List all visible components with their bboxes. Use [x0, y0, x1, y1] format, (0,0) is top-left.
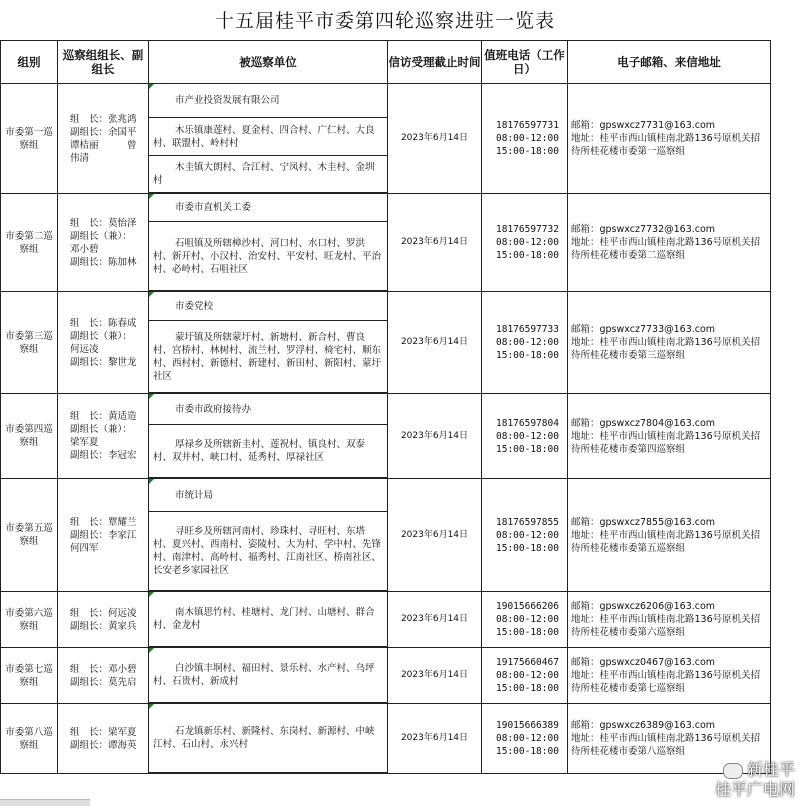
unit-text: 白沙镇丰垌村、福田村、景乐村、水产村、乌坪村、石贵村、新成村 — [153, 663, 375, 687]
unit-text: 石咀镇及所辖樟沙村、河口村、水口村、罗洪村、新开村、小汉村、治安村、平安村、旺龙村、平治村、必岭村、石咀社区 — [153, 237, 382, 275]
email-text: 邮箱：gpswxcz6206@163.com — [571, 601, 716, 612]
address-text: 地址：桂平市西山镇桂南北路136号原机关招待所桂花楼市委第四巡察组 — [571, 430, 761, 455]
phone-cell — [482, 592, 568, 648]
unit-item — [149, 194, 387, 222]
phone-cell — [482, 704, 568, 774]
deadline-cell: 2023年6月14日 — [388, 704, 482, 774]
header-group: 组别 — [1, 41, 58, 84]
unit-text: 蒙圩镇及所辖蒙圩村、新塘村、新合村、曹良村、宫桥村、林树村、流兰村、罗浮村、椅宅村、顺东村、西村村、新德村、新建村、新田村、新阳村、蒙圩社区 — [153, 331, 382, 382]
cell-comment-marker — [149, 292, 154, 297]
leader-line: 副组长（兼）： 何远凌 — [70, 330, 156, 355]
duty-hours: 08:00-12:00 — [496, 529, 559, 541]
email-text: 邮箱：gpswxcz0467@163.com — [571, 657, 716, 668]
duty-hours: 08:00-12:00 — [496, 614, 559, 625]
table-row — [1, 648, 771, 704]
table-row — [1, 84, 771, 194]
duty-hours: 08:00-12:00 — [496, 337, 559, 348]
duty-hours: 15:00-18:00 — [496, 250, 559, 261]
phone-number: 19175660467 — [496, 657, 559, 668]
deadline-cell: 2023年6月14日 — [388, 394, 482, 479]
leader-line: 副组长：陈加林 — [70, 256, 137, 268]
mail-cell — [568, 592, 771, 648]
group-name: 市委第八巡察组 — [5, 726, 53, 751]
address-text: 地址：桂平市西山镇桂南北路136号原机关招待所桂花楼市委第五巡察组 — [571, 529, 761, 554]
group-name: 市委第四巡察组 — [5, 424, 53, 448]
leader-line: 副组长（兼）： 梁军夏 — [70, 424, 156, 448]
units-cell — [149, 292, 388, 394]
phone-cell — [482, 648, 568, 704]
phone-cell — [482, 394, 568, 479]
sheet-tab-bar[interactable] — [0, 799, 90, 806]
mail-cell — [568, 648, 771, 704]
cell-comment-marker — [149, 592, 154, 597]
phone-number: 18176597732 — [496, 224, 559, 235]
phone-number: 19015666389 — [496, 720, 559, 731]
email-text: 邮箱：gpswxcz7731@163.com — [571, 120, 716, 131]
leader-cell — [58, 84, 166, 194]
units-cell — [149, 479, 388, 592]
group-cell — [1, 592, 58, 648]
leader-line: 组 长：莫怡泽 — [70, 217, 137, 229]
unit-item — [149, 84, 387, 118]
unit-item — [149, 479, 387, 512]
duty-hours: 08:00-12:00 — [496, 670, 559, 681]
phone-number: 19015666206 — [496, 601, 559, 612]
leader-cell — [58, 292, 156, 394]
mail-cell — [568, 394, 771, 479]
header-phone: 值班电话（工作日） — [482, 41, 568, 84]
unit-item — [149, 292, 387, 321]
phone-cell — [482, 292, 568, 394]
leader-line: 副组长：李家江 何四军 — [70, 529, 166, 554]
unit-item — [149, 156, 387, 193]
leader-line: 副组长（兼）： 邓小碧 — [70, 230, 156, 255]
leader-line: 组 长：何远凌 — [70, 607, 137, 619]
watermark-line1: 新桂平 — [746, 760, 795, 779]
group-cell — [1, 194, 58, 292]
phone-number: 18176597731 — [496, 120, 559, 131]
units-cell — [149, 704, 388, 774]
duty-hours: 08:00-12:00 — [496, 237, 559, 248]
group-name: 市委第一巡察组 — [5, 126, 53, 151]
unit-text: 木乐镇康莲村、夏金村、四合村、广仁村、大良村、联盟村、岭村村 — [153, 124, 375, 149]
duty-hours: 15:00-18:00 — [496, 683, 559, 694]
group-cell — [1, 648, 58, 704]
unit-text: 市统计局 — [175, 489, 214, 501]
duty-hours: 15:00-18:00 — [496, 443, 559, 455]
mail-cell — [568, 479, 771, 592]
group-cell — [1, 292, 58, 394]
unit-text: 木圭镇大朗村、合江村、宁凤村、木圭村、金圳村 — [153, 162, 375, 186]
duty-hours: 08:00-12:00 — [496, 133, 559, 144]
leader-line: 组 长：黄适造 — [70, 411, 137, 422]
leader-line: 组 长：陈春成 — [70, 317, 137, 329]
leader-line: 组 长：梁军夏 — [70, 726, 137, 738]
duty-hours: 08:00-12:00 — [496, 430, 559, 442]
unit-item — [149, 512, 387, 591]
mail-cell — [568, 84, 771, 194]
header-deadline: 信访受理截止时间 — [388, 41, 482, 84]
unit-item — [149, 394, 387, 425]
duty-hours: 15:00-18:00 — [496, 146, 559, 157]
group-cell — [1, 84, 58, 194]
leader-line: 副组长：余国平 谭桔丽 曾伟清 — [70, 126, 166, 164]
leader-cell — [58, 394, 156, 479]
leader-line: 组 长：张兆鸿 — [70, 113, 137, 125]
email-text: 邮箱：gpswxcz7855@163.com — [571, 516, 716, 528]
deadline-cell: 2023年6月14日 — [388, 84, 482, 194]
duty-hours: 08:00-12:00 — [496, 733, 559, 744]
duty-hours: 15:00-18:00 — [496, 350, 559, 361]
mail-cell — [568, 292, 771, 394]
table-row — [1, 194, 771, 292]
leader-cell — [58, 592, 149, 648]
unit-text: 市产业投资发展有限公司 — [175, 95, 280, 106]
duty-hours: 15:00-18:00 — [496, 627, 559, 638]
email-text: 邮箱：gpswxcz7733@163.com — [571, 324, 716, 335]
phone-number: 18176597733 — [496, 324, 559, 335]
unit-item — [149, 118, 387, 156]
unit-text: 寻旺乡及所辖河南村、珍珠村、寻旺村、东塔村、夏兴村、西南村、姿陵村、大为村、学中村、先锋村、南津村、高岭村、福秀村、江南社区、桥南社区、长安老乡家园社区 — [153, 526, 382, 576]
cell-comment-marker — [149, 84, 154, 89]
deadline-cell: 2023年6月14日 — [388, 292, 482, 394]
leader-line: 副组长：李冠宏 — [70, 450, 137, 461]
deadline-cell: 2023年6月14日 — [388, 648, 482, 704]
address-text: 地址：桂平市西山镇桂南北路136号原机关招待所桂花楼市委第八巡察组 — [571, 733, 761, 757]
leader-cell — [58, 704, 149, 774]
cell-comment-marker — [149, 194, 154, 199]
phone-cell — [482, 84, 568, 194]
phone-cell — [482, 479, 568, 592]
email-text: 邮箱：gpswxcz7732@163.com — [571, 224, 716, 235]
mail-cell — [568, 194, 771, 292]
email-text: 邮箱：gpswxcz6389@163.com — [571, 720, 716, 731]
group-name: 市委第六巡察组 — [5, 607, 53, 632]
address-text: 地址：桂平市西山镇桂南北路136号原机关招待所桂花楼市委第一巡察组 — [571, 133, 761, 157]
wechat-icon — [723, 763, 743, 779]
group-name: 市委第七巡察组 — [5, 663, 53, 688]
unit-item — [149, 321, 387, 393]
address-text: 地址：桂平市西山镇桂南北路136号原机关招待所桂花楼市委第六巡察组 — [571, 614, 761, 638]
phone-cell — [482, 194, 568, 292]
group-cell — [1, 704, 58, 774]
unit-item — [149, 592, 387, 647]
cell-comment-marker — [149, 704, 154, 709]
group-name: 市委第二巡察组 — [5, 230, 53, 255]
email-text: 邮箱：gpswxcz7804@163.com — [571, 417, 716, 429]
group-name: 市委第五巡察组 — [5, 523, 53, 547]
unit-text: 南木镇思竹村、桂塘村、龙门村、山塘村、群合村、金龙村 — [153, 607, 375, 631]
header-row — [1, 41, 771, 84]
unit-text: 市委市政府接待办 — [175, 403, 252, 415]
phone-number: 18176597804 — [496, 417, 559, 429]
unit-item — [149, 222, 387, 291]
units-cell — [149, 592, 388, 648]
deadline-cell: 2023年6月14日 — [388, 194, 482, 292]
table-row — [1, 479, 771, 592]
leader-line: 组 长：覃耀兰 — [70, 516, 137, 528]
units-cell — [149, 394, 388, 479]
header-leader: 巡察组组长、副组长 — [58, 41, 149, 84]
phone-number: 18176597855 — [496, 516, 559, 528]
units-cell — [149, 84, 388, 194]
header-mail: 电子邮箱、来信地址 — [568, 41, 771, 84]
unit-text: 石龙镇新乐村、新隆村、东岗村、新源村、中峡江村、石山村、永兴村 — [153, 726, 375, 750]
table-row — [1, 592, 771, 648]
watermark — [715, 760, 795, 800]
page-title: 十五届桂平市委第四轮巡察进驻一览表 — [214, 10, 555, 32]
duty-hours: 15:00-18:00 — [496, 746, 559, 757]
table-row — [1, 292, 771, 394]
unit-text: 市委市直机关工委 — [175, 202, 252, 213]
inspection-table — [0, 40, 771, 774]
leader-line: 副组长：黄家兵 — [70, 620, 137, 632]
address-text: 地址：桂平市西山镇桂南北路136号原机关招待所桂花楼市委第三巡察组 — [571, 337, 761, 361]
leader-line: 组 长：邓小碧 — [70, 663, 137, 675]
address-text: 地址：桂平市西山镇桂南北路136号原机关招待所桂花楼市委第七巡察组 — [571, 670, 761, 694]
cell-comment-marker — [149, 394, 154, 399]
deadline-cell: 2023年6月14日 — [388, 592, 482, 648]
deadline-cell: 2023年6月14日 — [388, 479, 482, 592]
unit-text: 市委党校 — [175, 300, 214, 312]
cell-comment-marker — [149, 648, 154, 653]
cell-comment-marker — [149, 479, 154, 484]
unit-item — [149, 648, 387, 703]
duty-hours: 15:00-18:00 — [496, 542, 559, 554]
leader-cell — [58, 479, 166, 592]
units-cell — [149, 648, 388, 704]
group-name: 市委第三巡察组 — [5, 330, 53, 355]
watermark-line2: 桂平广电网 — [714, 780, 795, 799]
table-row — [1, 704, 771, 774]
leader-cell — [58, 648, 149, 704]
units-cell — [149, 194, 388, 292]
unit-item — [149, 425, 387, 478]
group-cell — [1, 479, 58, 592]
unit-item — [149, 704, 387, 773]
address-text: 地址：桂平市西山镇桂南北路136号原机关招待所桂花楼市委第二巡察组 — [571, 237, 761, 261]
table-row — [1, 394, 771, 479]
leader-line: 副组长：黎世龙 — [70, 356, 137, 368]
leader-line: 副组长：谭海英 — [70, 739, 137, 751]
leader-line: 副组长：莫先启 — [70, 676, 137, 688]
leader-cell — [58, 194, 156, 292]
header-units: 被巡察单位 — [149, 41, 388, 84]
group-cell — [1, 394, 58, 479]
unit-text: 厚禄乡及所辖新圭村、莲祝村、镇良村、双泰村、双井村、峡口村、延秀村、厚禄社区 — [153, 439, 366, 463]
